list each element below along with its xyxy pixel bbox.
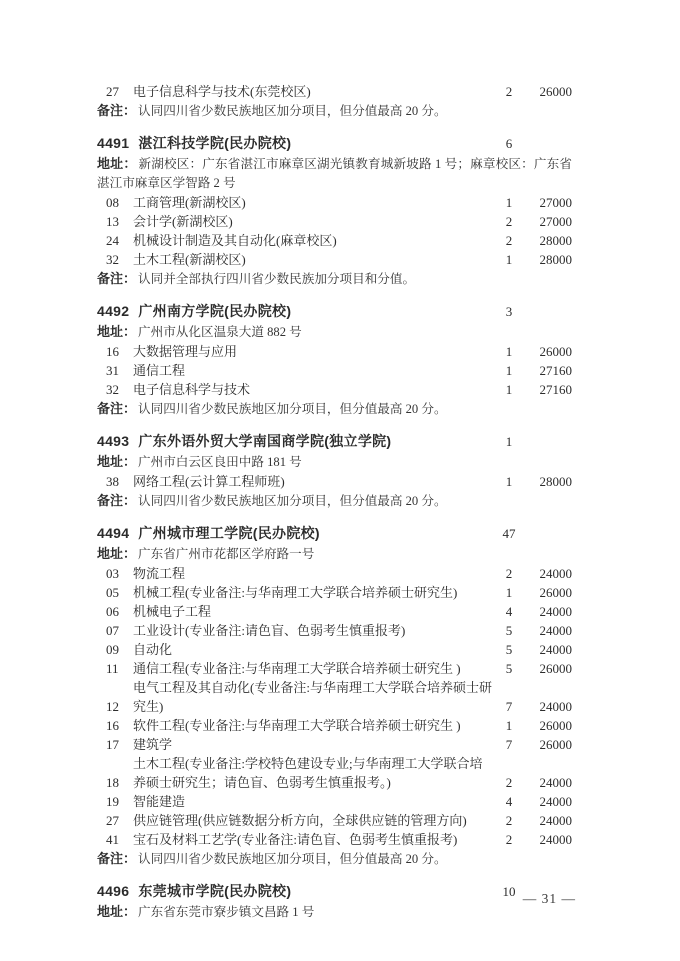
remark-text: 认同四川省少数民族地区加分项目，但分值最高 20 分。 — [138, 402, 447, 416]
major-code: 11 — [106, 661, 119, 676]
major-name: 机械电子工程 — [133, 604, 212, 619]
major-name: 物流工程 — [133, 566, 186, 581]
major-code: 09 — [106, 642, 119, 657]
major-code: 32 — [106, 252, 119, 267]
remark-label: 备注： — [97, 493, 137, 508]
major-code: 05 — [106, 585, 119, 600]
document-body — [97, 82, 572, 922]
major-tuition: 24000 — [539, 566, 572, 581]
major-count: 2 — [505, 214, 513, 229]
major-tuition: 26000 — [539, 661, 572, 676]
major-tuition: 24000 — [539, 642, 572, 657]
major-name: 通信工程 — [133, 363, 186, 378]
major-code: 08 — [106, 195, 119, 210]
school-name: 东莞城市学院(民办院校) — [138, 883, 292, 899]
major-code: 03 — [106, 566, 119, 581]
major-name: 智能建造 — [133, 794, 186, 809]
remark-text: 认同并全部执行四川省少数民族加分项目和分值。 — [138, 272, 416, 286]
school-code: 4491 — [97, 135, 130, 151]
major-name: 工商管理(新湖校区) — [133, 195, 246, 210]
major-tuition: 24000 — [539, 623, 572, 638]
remark-label: 备注： — [97, 851, 137, 866]
major-row — [97, 735, 572, 754]
major-tuition: 24000 — [539, 775, 572, 790]
major-name: 宝石及材料工艺学(专业备注:请色盲、色弱考生慎重报考) — [133, 832, 458, 847]
school-section — [97, 82, 572, 121]
school-address — [97, 544, 572, 564]
major-code: 41 — [106, 832, 119, 847]
school-address — [97, 322, 572, 342]
school-section — [97, 133, 572, 289]
school-title — [97, 523, 494, 543]
address-label: 地址： — [97, 324, 137, 339]
major-tuition: 28000 — [539, 252, 572, 267]
major-name: 电子信息科学与技术(东莞校区) — [133, 84, 311, 99]
school-total: 3 — [505, 304, 513, 319]
school-title — [97, 301, 494, 321]
major-row — [97, 380, 572, 399]
address-text: 广州市从化区温泉大道 882 号 — [138, 325, 302, 339]
major-tuition: 27000 — [539, 195, 572, 210]
major-code: 07 — [106, 623, 119, 638]
major-name: 网络工程(云计算工程师班) — [133, 474, 285, 489]
major-row — [97, 640, 572, 659]
school-code: 4496 — [97, 883, 130, 899]
major-count: 7 — [505, 737, 513, 752]
major-count: 5 — [505, 661, 513, 676]
major-tuition: 27160 — [539, 363, 572, 378]
school-name: 广州南方学院(民办院校) — [138, 303, 292, 319]
school-title — [97, 431, 494, 451]
major-tuition: 28000 — [539, 233, 572, 248]
major-row — [97, 342, 572, 361]
major-count: 4 — [505, 604, 513, 619]
major-row — [97, 250, 572, 269]
major-count: 1 — [505, 718, 513, 733]
major-row — [97, 212, 572, 231]
major-code: 38 — [106, 474, 119, 489]
major-list — [97, 342, 572, 399]
major-tuition: 26000 — [539, 585, 572, 600]
school-header — [97, 523, 572, 544]
school-name: 湛江科技学院(民办院校) — [138, 135, 292, 151]
major-code: 18 — [106, 775, 119, 790]
major-code: 16 — [106, 344, 119, 359]
major-code: 13 — [106, 214, 119, 229]
school-total: 10 — [502, 884, 516, 899]
major-name: 电气工程及其自动化(专业备注:与华南理工大学联合培养硕士研究生) — [133, 680, 492, 714]
major-row — [97, 716, 572, 735]
address-text: 新湖校区：广东省湛江市麻章区湖光镇教育城新坡路 1 号；麻章校区：广东省湛江市麻章区学智路 2 号 — [97, 157, 572, 190]
major-name: 会计学(新湖校区) — [133, 214, 233, 229]
major-tuition: 26000 — [539, 718, 572, 733]
school-code: 4493 — [97, 433, 130, 449]
major-count: 1 — [505, 474, 513, 489]
major-list — [97, 82, 572, 101]
major-row — [97, 792, 572, 811]
school-remark — [97, 101, 572, 121]
major-code: 16 — [106, 718, 119, 733]
address-text: 广东省东莞市寮步镇文昌路 1 号 — [138, 905, 315, 919]
major-count: 2 — [505, 832, 513, 847]
school-section — [97, 431, 572, 511]
major-tuition: 26000 — [539, 737, 572, 752]
school-total: 1 — [505, 434, 513, 449]
major-count: 1 — [505, 195, 513, 210]
major-tuition: 28000 — [539, 474, 572, 489]
major-count: 7 — [505, 699, 513, 714]
major-list — [97, 193, 572, 269]
major-name: 通信工程(专业备注:与华南理工大学联合培养硕士研究生 ) — [133, 661, 461, 676]
major-name: 机械设计制造及其自动化(麻章校区) — [133, 233, 337, 248]
school-section — [97, 301, 572, 419]
major-row — [97, 193, 572, 212]
major-tuition: 24000 — [539, 604, 572, 619]
major-code: 19 — [106, 794, 119, 809]
major-tuition: 24000 — [539, 794, 572, 809]
major-name: 机械工程(专业备注:与华南理工大学联合培养硕士研究生) — [133, 585, 458, 600]
major-list — [97, 472, 572, 491]
major-code: 27 — [106, 813, 119, 828]
major-tuition: 27000 — [539, 214, 572, 229]
school-header — [97, 301, 572, 322]
major-row — [97, 754, 572, 792]
school-header — [97, 133, 572, 154]
school-total: 6 — [505, 136, 513, 151]
school-address — [97, 154, 572, 193]
major-code: 06 — [106, 604, 119, 619]
address-label: 地址： — [97, 904, 137, 919]
major-count: 2 — [505, 566, 513, 581]
major-code: 12 — [106, 699, 119, 714]
school-name: 广东外语外贸大学南国商学院(独立学院) — [138, 433, 392, 449]
major-name: 建筑学 — [133, 737, 173, 752]
major-name: 大数据管理与应用 — [133, 344, 238, 359]
remark-label: 备注： — [97, 103, 137, 118]
major-name: 土木工程(专业备注:学校特色建设专业;与华南理工大学联合培养硕士研究生；请色盲、色弱考生慎重报考。) — [133, 756, 483, 790]
address-label: 地址： — [97, 156, 137, 171]
major-code: 32 — [106, 382, 119, 397]
school-header — [97, 431, 572, 452]
remark-label: 备注： — [97, 271, 137, 286]
major-count: 1 — [505, 252, 513, 267]
major-tuition: 24000 — [539, 813, 572, 828]
major-tuition: 27160 — [539, 382, 572, 397]
school-remark — [97, 849, 572, 869]
major-count: 1 — [505, 382, 513, 397]
major-row — [97, 472, 572, 491]
major-row — [97, 564, 572, 583]
address-label: 地址： — [97, 454, 137, 469]
school-title — [97, 133, 494, 153]
major-name: 工业设计(专业备注:请色盲、色弱考生慎重报考) — [133, 623, 406, 638]
major-code: 27 — [106, 84, 119, 99]
major-name: 电子信息科学与技术 — [133, 382, 251, 397]
remark-text: 认同四川省少数民族地区加分项目，但分值最高 20 分。 — [138, 104, 447, 118]
major-code: 24 — [106, 233, 119, 248]
address-label: 地址： — [97, 546, 137, 561]
major-tuition: 24000 — [539, 832, 572, 847]
major-row — [97, 602, 572, 621]
major-name: 土木工程(新湖校区) — [133, 252, 246, 267]
major-row — [97, 361, 572, 380]
school-remark — [97, 491, 572, 511]
major-count: 1 — [505, 585, 513, 600]
major-code: 17 — [106, 737, 119, 752]
major-count: 5 — [505, 642, 513, 657]
page-number: — 31 — — [522, 891, 576, 906]
remark-text: 认同四川省少数民族地区加分项目，但分值最高 20 分。 — [138, 494, 447, 508]
major-row — [97, 811, 572, 830]
major-tuition: 26000 — [539, 84, 572, 99]
major-count: 5 — [505, 623, 513, 638]
major-code: 31 — [106, 363, 119, 378]
school-address — [97, 452, 572, 472]
major-row — [97, 678, 572, 716]
major-name: 供应链管理(供应链数据分析方向，全球供应链的管理方向) — [133, 813, 467, 828]
major-tuition: 24000 — [539, 699, 572, 714]
remark-text: 认同四川省少数民族地区加分项目，但分值最高 20 分。 — [138, 852, 447, 866]
major-count: 2 — [505, 233, 513, 248]
school-code: 4492 — [97, 303, 130, 319]
address-text: 广东省广州市花都区学府路一号 — [138, 547, 315, 561]
address-text: 广州市白云区良田中路 181 号 — [138, 455, 302, 469]
major-count: 1 — [505, 363, 513, 378]
major-tuition: 26000 — [539, 344, 572, 359]
school-remark — [97, 399, 572, 419]
major-count: 2 — [505, 84, 513, 99]
school-section — [97, 523, 572, 869]
school-remark — [97, 269, 572, 289]
major-count: 4 — [505, 794, 513, 809]
major-count: 2 — [505, 775, 513, 790]
major-row — [97, 659, 572, 678]
major-row — [97, 583, 572, 602]
major-name: 软件工程(专业备注:与华南理工大学联合培养硕士研究生 ) — [133, 718, 461, 733]
major-name: 自动化 — [133, 642, 173, 657]
major-row — [97, 82, 572, 101]
major-list — [97, 564, 572, 849]
school-total: 47 — [502, 526, 516, 541]
school-name: 广州城市理工学院(民办院校) — [138, 525, 320, 541]
major-count: 2 — [505, 813, 513, 828]
remark-label: 备注： — [97, 401, 137, 416]
major-row — [97, 621, 572, 640]
school-code: 4494 — [97, 525, 130, 541]
major-row — [97, 231, 572, 250]
major-row — [97, 830, 572, 849]
major-count: 1 — [505, 344, 513, 359]
